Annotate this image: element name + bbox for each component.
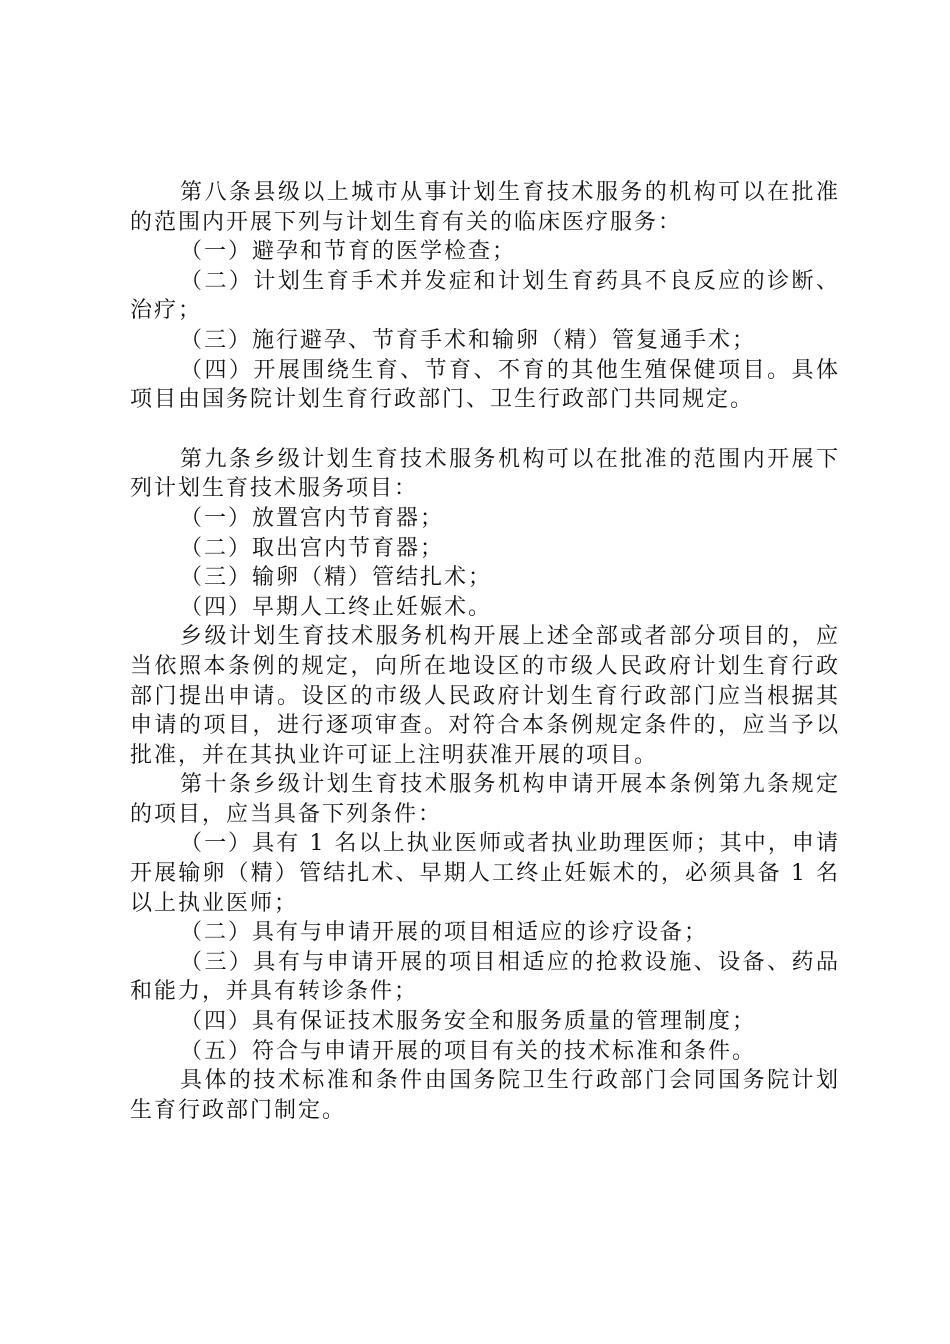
article-9-item-2: （二）取出宫内节育器； [180,535,445,561]
article-9-item-1: （一）放置宫内节育器； [180,505,445,531]
article-9-item-3: （三）输卵（精）管结扎术； [180,565,493,591]
article-10-item-4: （四）具有保证技术服务安全和服务质量的管理制度； [180,1009,757,1035]
article-10-item-3: （三）具有与申请开展的项目相适应的抢救设施、设备、药品和能力，并具有转诊条件； [130,949,840,1005]
document-body [130,178,840,1125]
article-8-item-2: （二）计划生育手术并发症和计划生育药具不良反应的诊断、治疗； [130,268,840,324]
article-8-item-4: （四）开展围绕生育、节育、不育的其他生殖保健项目。具体项目由国务院计划生育行政部门、卫生行政部门共同规定。 [130,357,840,413]
article-10-intro: 第十条乡级计划生育技术服务机构申请开展本条例第九条规定的项目，应当具备下列条件： [130,772,840,827]
article-8-item-3: （三）施行避孕、节育手术和输卵（精）管复通手术； [180,327,757,353]
article-10-item-1: （一）具有 1 名以上执业医师或者执业助理医师；其中，申请开展输卵（精）管结扎术、早期人工终止妊娠术的，必须具备 1 名以上执业医师； [130,831,840,916]
article-10-standards: 具体的技术标准和条件由国务院卫生行政部门会同国务院计划生育行政部门制定。 [130,1068,840,1123]
article-9-item-4: （四）早期人工终止妊娠术。 [180,594,493,620]
article-9-intro: 第九条乡级计划生育技术服务机构可以在批准的范围内开展下列计划生育技术服务项目： [130,446,840,502]
article-10-item-5: （五）符合与申请开展的项目有关的技术标准和条件。 [180,1038,757,1064]
article-8-item-1: （一）避孕和节育的医学检查； [180,239,517,265]
article-9-application: 乡级计划生育技术服务机构开展上述全部或者部分项目的，应当依照本条例的规定，向所在地设区的市级人民政府计划生育行政部门提出申请。设区的市级人民政府计划生育行政部门应当根据其申请的项目，进行逐项审查。对符合本条例规定条件的，应当予以批准，并在其执业许可证上注明获准开展的项目。 [130,624,840,768]
article-8-intro: 第八条县级以上城市从事计划生育技术服务的机构可以在批准的范围内开展下列与计划生育有关的临床医疗服务： [130,180,840,235]
article-10-item-2: （二）具有与申请开展的项目相适应的诊疗设备； [180,920,709,946]
section-spacer [130,415,840,445]
